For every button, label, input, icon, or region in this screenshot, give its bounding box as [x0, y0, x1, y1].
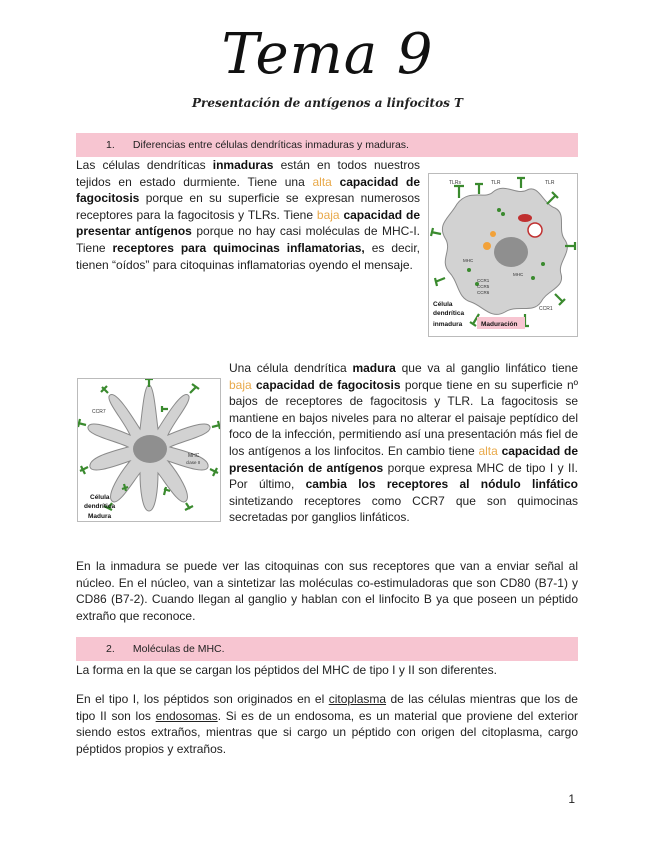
figure-caption: inmadura	[433, 321, 463, 328]
immature-cell-illustration	[429, 174, 577, 336]
figure-immature-dendritic-cell	[428, 173, 578, 337]
figure-caption: dendrítica	[84, 503, 116, 510]
page-title: Tema 9	[221, 22, 434, 87]
figure-label: MHC	[463, 258, 474, 263]
section-title: Moléculas de MHC.	[132, 643, 225, 655]
figure-caption: Célula	[433, 301, 453, 308]
figure-label: MHC	[513, 272, 524, 277]
paragraph-cytokines: En la inmadura se puede ver las citoquinas con sus receptores que van a enviar señal al núcleo. En el núcleo, van a sintetizar las moléculas co-estimuladoras que son CD80 (B7-1) y CD86 (B7-2). Cuando llegan al ganglio y hablan con el linfocito B ya que poseen un péptido extraño que reconoce.	[76, 559, 578, 623]
section-title: Diferencias entre células dendríticas inmaduras y maduras.	[132, 139, 409, 151]
figure-label: TLRs	[449, 180, 461, 186]
figure-label: CCR5	[477, 284, 490, 289]
figure-label: CCR7	[92, 409, 106, 415]
figure-label: TLR	[491, 180, 501, 186]
paragraph-immature: Las células dendríticas inmaduras están en todos nuestros tejidos en estado durmiente. Tiene una alta capacidad de fagocitosis porque en su superficie se expresan numerosos receptores para la fagocitosis y TLRs. Tiene baja capacidad de presentar antígenos porque no hay casi moléculas de MHC-I. Tiene receptores para quimocinas inflamatorias, es decir, tienen “oídos” para citoquinas inflamatorias oyendo el mensaje.	[76, 158, 421, 272]
section-heading-2	[76, 637, 578, 661]
figure-caption: Madura	[88, 513, 112, 520]
figure-caption: Célula	[90, 494, 110, 501]
section-number: 2.	[106, 643, 115, 655]
figure-caption: dendrítica	[433, 310, 465, 317]
figure-label: CCR1	[477, 278, 490, 283]
figure-label: CCR1	[539, 306, 553, 312]
section-heading-1	[76, 133, 578, 157]
figure-label: clase II	[186, 460, 201, 465]
maturation-tag-label: Maduración	[481, 321, 518, 328]
paragraph-mature: Una célula dendrítica madura que va al ganglio linfático tiene baja capacidad de fagocitosis porque tiene en su superficie nº bajos de receptores de fagocitosis y TLR. La fagocitosis se mantiene en bajos niveles para no alterar el paisaje peptídico del foco de la infección, permitiendo así una presentación más fiel de los antígenos a los linfocitos. En cambio tiene alta capacidad de presentación de antígenos porque expresa MHC de tipo I y II. Por último, cambia los receptores al nódulo linfático sintetizando receptores como CCR7 que son quimocinas secretadas por ganglios linfáticos.	[229, 361, 579, 525]
page-subtitle: Presentación de antígenos a linfocitos T	[192, 96, 463, 110]
figure-label: MHC	[188, 453, 200, 459]
figure-label: CCR6	[477, 290, 490, 295]
paragraph-mhc-types: En el tipo I, los péptidos son originados en el citoplasma de las células mientras que los de tipo II son los endosomas. Si es de un endosoma, es un material que proviene del exterior siendo estos extraños, mientras que si cargo un péptido con origen del citoplasma, cargo péptidos propios y extraños.	[76, 692, 578, 756]
page-number: 1	[568, 792, 575, 806]
mature-cell-illustration	[78, 379, 220, 521]
figure-label: TLR	[545, 180, 555, 186]
figure-mature-dendritic-cell	[77, 378, 221, 522]
paragraph-mhc-intro: La forma en la que se cargan los péptidos del MHC de tipo I y II son diferentes.	[76, 663, 497, 677]
section-number: 1.	[106, 139, 115, 151]
